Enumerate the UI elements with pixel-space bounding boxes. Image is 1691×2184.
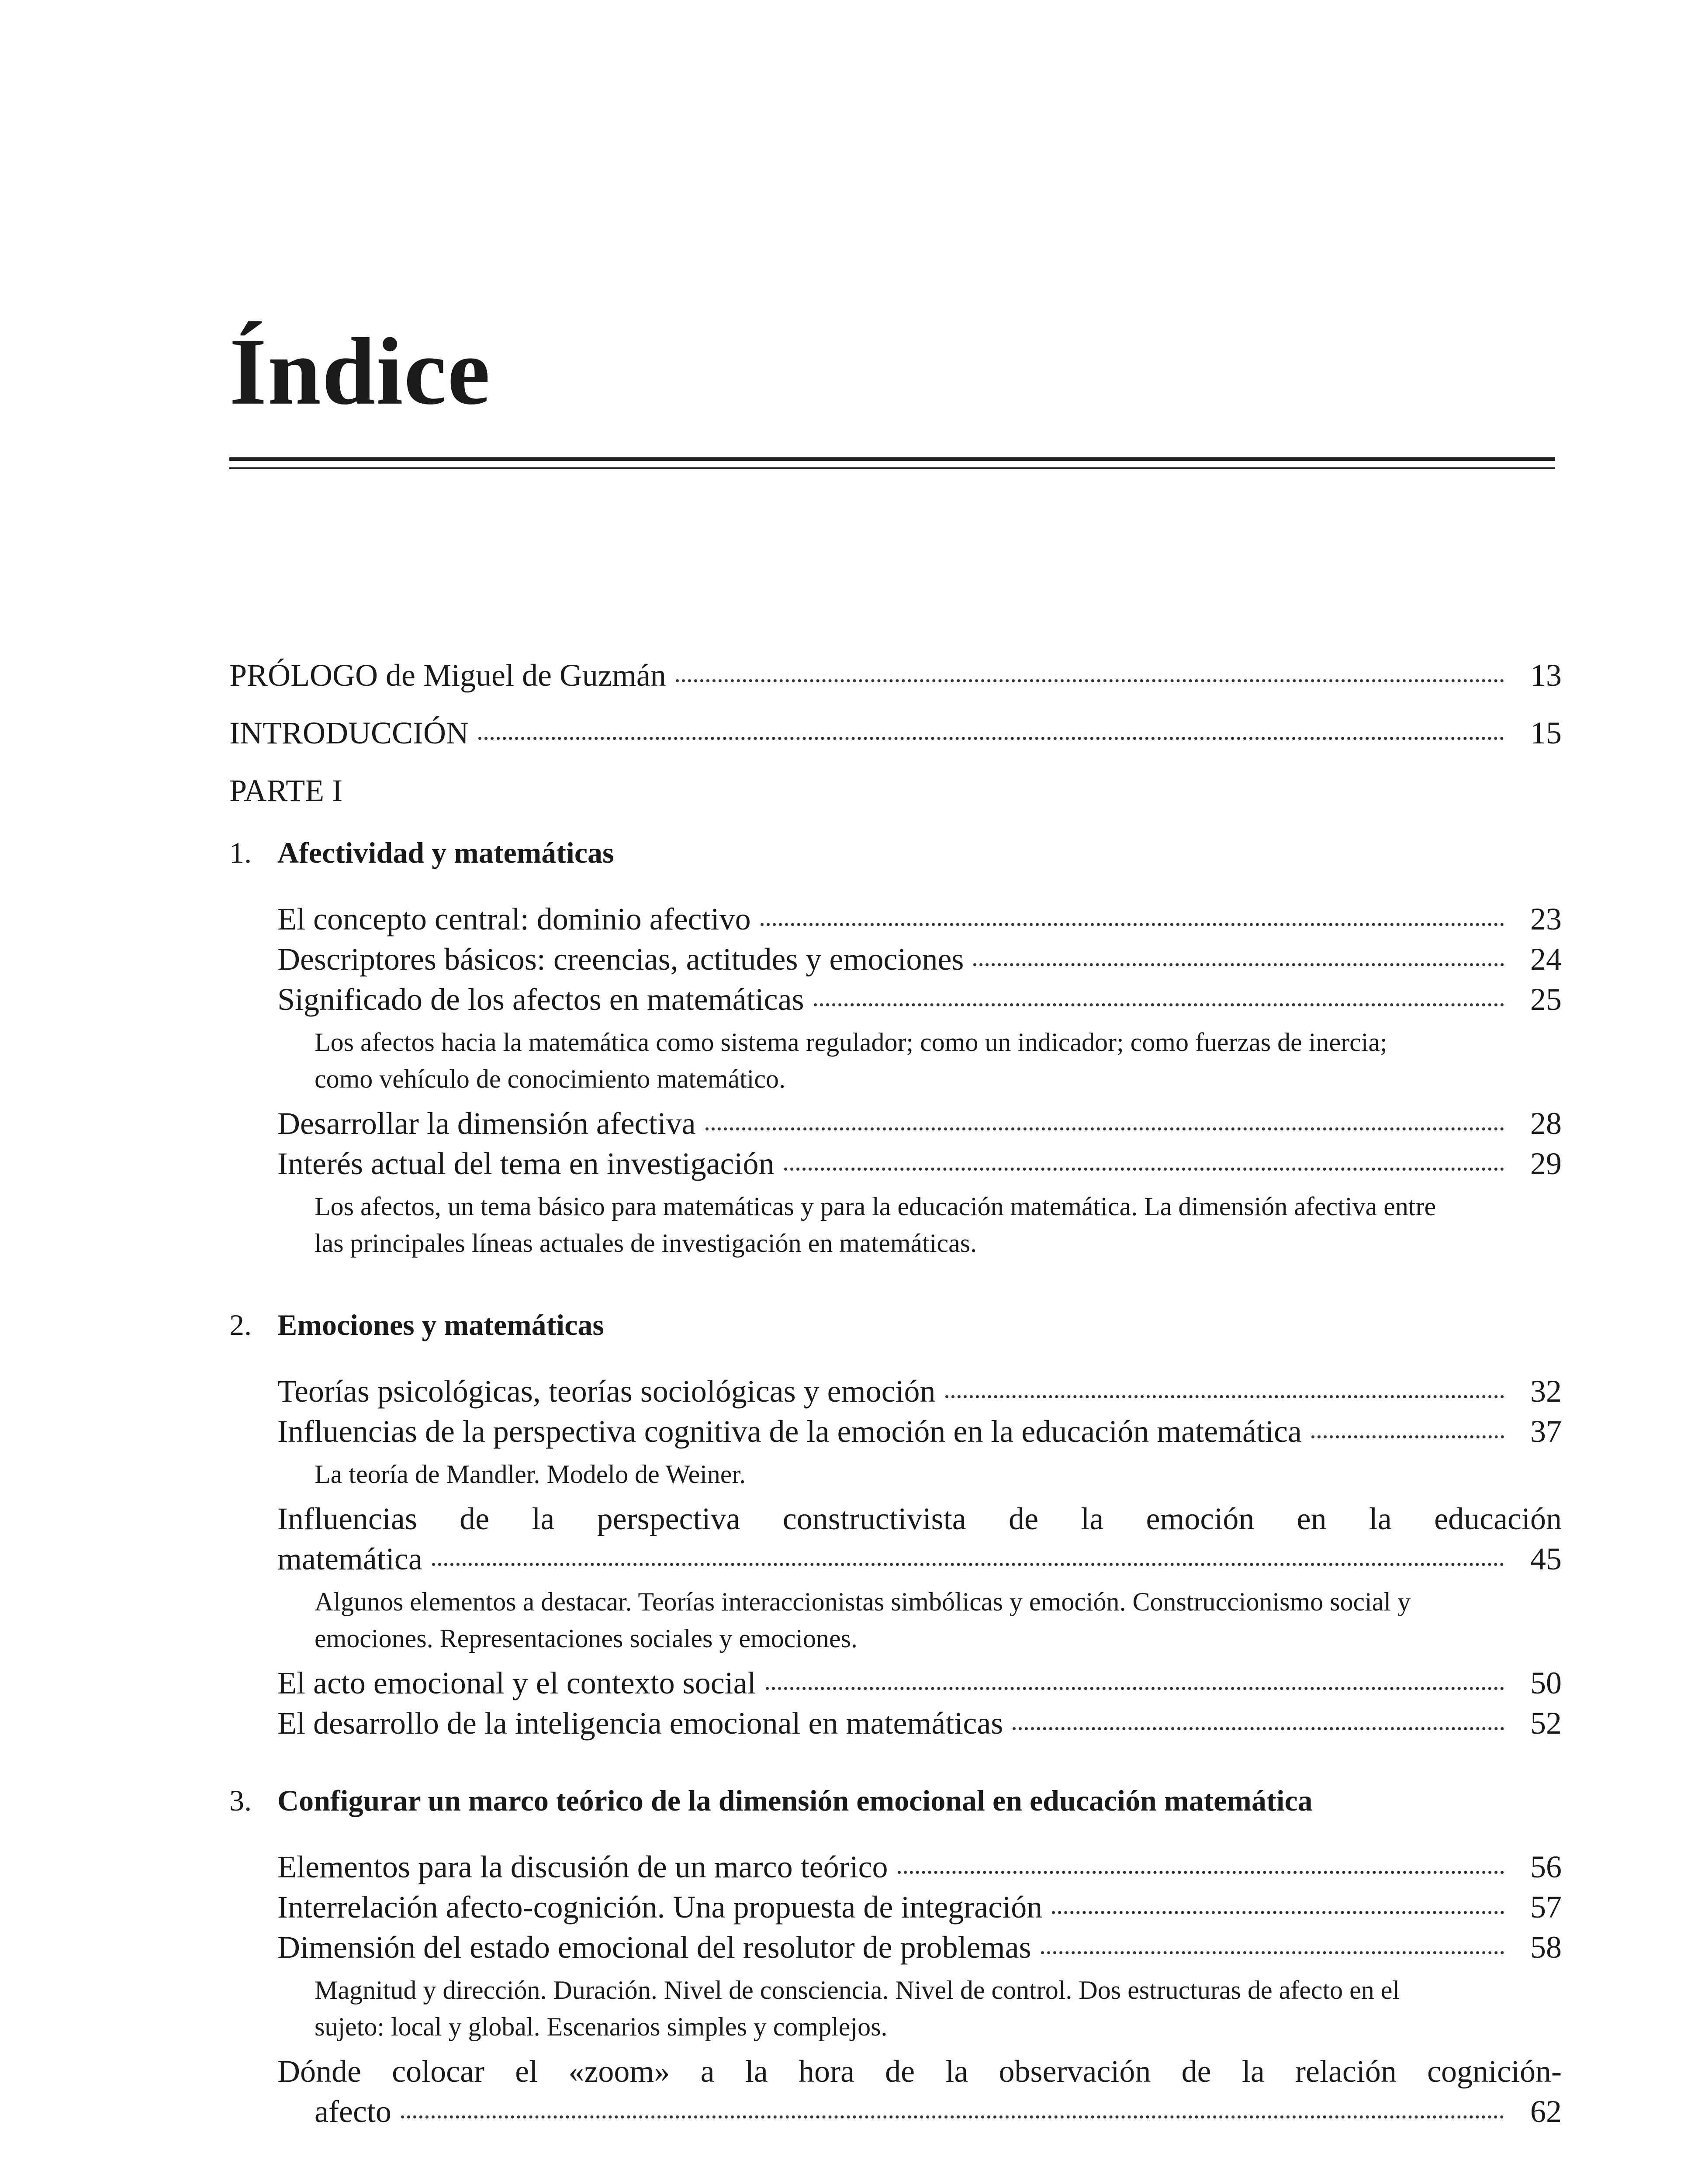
toc-entry-page: 58	[1530, 1930, 1562, 1965]
toc-entry[interactable]	[277, 1411, 1562, 1451]
toc-entry-page: 32	[1530, 1374, 1562, 1409]
dot-leader	[945, 1395, 1504, 1398]
chapter-title: Afectividad y matemáticas	[277, 836, 614, 869]
toc-entry[interactable]	[277, 939, 1562, 979]
dot-leader	[478, 737, 1504, 740]
toc-entry-label: Interrelación afecto-cognición. Una propuesta de integración	[277, 1890, 1043, 1925]
chapter-number: 3.	[229, 1784, 252, 1817]
toc-entry-page: 15	[1530, 715, 1562, 750]
toc-entry-label-line2: afecto	[315, 2094, 391, 2129]
toc-entry[interactable]	[277, 1927, 1562, 1967]
toc-entry-label: PRÓLOGO de Miguel de Guzmán	[229, 658, 666, 693]
toc-entry-page: 28	[1530, 1106, 1562, 1141]
toc-entry-label: Significado de los afectos en matemáticas	[277, 982, 804, 1017]
table-of-contents	[229, 655, 1562, 2132]
dot-leader	[761, 923, 1504, 926]
toc-entry-label-line1: Dónde colocar el «zoom» a la hora de la observación de la relación cognición-	[277, 2054, 1562, 2089]
toc-entry[interactable]	[277, 1663, 1562, 1703]
dot-leader	[784, 1168, 1504, 1171]
toc-entry[interactable]	[277, 899, 1562, 939]
toc-entry-label: Teorías psicológicas, teorías sociológicas y emoción	[277, 1374, 936, 1409]
toc-entry[interactable]	[277, 1847, 1562, 1887]
chapter-number: 2.	[229, 1308, 252, 1341]
part-heading: PARTE I	[229, 773, 343, 808]
toc-entry-label: Desarrollar la dimensión afectiva	[277, 1106, 696, 1141]
toc-entry-page: 50	[1530, 1666, 1562, 1700]
toc-entry-page: 37	[1530, 1414, 1562, 1449]
toc-entry-label-line2: matemática	[277, 1541, 422, 1576]
toc-entry[interactable]	[277, 1887, 1562, 1927]
chapter-title: Configurar un marco teórico de la dimensión emocional en educación matemática	[277, 1784, 1313, 1817]
toc-entry-label: El acto emocional y el contexto social	[277, 1666, 756, 1700]
toc-entry-page: 13	[1530, 658, 1562, 693]
chapter-number: 1.	[229, 836, 252, 869]
dot-leader	[973, 963, 1504, 966]
toc-entry-label: El concepto central: dominio afectivo	[277, 902, 751, 936]
toc-entry[interactable]	[229, 713, 1562, 753]
section-gap	[229, 1268, 1562, 1305]
toc-entry-label: Influencias de la perspectiva cognitiva de la emoción en la educación matemática	[277, 1414, 1302, 1449]
chapter-heading[interactable]	[229, 833, 1562, 873]
dot-leader	[1041, 1951, 1504, 1954]
toc-entry[interactable]	[277, 1103, 1562, 1144]
section-gap	[229, 1743, 1562, 1780]
toc-entry-label-line1: Influencias de la perspectiva constructivista de la emoción en la educación	[277, 1501, 1562, 1536]
dot-leader	[1013, 1727, 1504, 1730]
toc-entry[interactable]	[229, 655, 1562, 695]
toc-entry-page: 23	[1530, 902, 1562, 936]
entry-description: Algunos elementos a destacar. Teorías interaccionistas simbólicas y emoción. Construccionismo social y emociones. Representaciones sociales y emociones.	[315, 1587, 1411, 1653]
toc-entry-continuation	[315, 2091, 1562, 2132]
toc-entry-label: Interés actual del tema en investigación	[277, 1146, 775, 1181]
chapter-heading[interactable]	[229, 1780, 1562, 1821]
title-rule-thin	[229, 467, 1555, 469]
dot-leader	[1052, 1911, 1504, 1914]
toc-entry-page: 62	[1530, 2094, 1562, 2129]
toc-entry-page: 24	[1530, 942, 1562, 977]
toc-entry[interactable]	[277, 1703, 1562, 1743]
toc-entry-page: 57	[1530, 1890, 1562, 1925]
dot-leader	[766, 1687, 1504, 1690]
toc-entry-page: 29	[1530, 1146, 1562, 1181]
toc-entry-page: 52	[1530, 1706, 1562, 1741]
toc-entry-label: El desarrollo de la inteligencia emocional en matemáticas	[277, 1706, 1003, 1741]
dot-leader	[676, 679, 1504, 682]
toc-entry-label: INTRODUCCIÓN	[229, 715, 469, 750]
page-title: Índice	[229, 318, 491, 425]
title-rule-thick	[229, 457, 1555, 461]
toc-entry-wrapped[interactable]	[277, 2051, 1562, 2132]
toc-entry-label: Elementos para la discusión de un marco teórico	[277, 1849, 888, 1884]
toc-entry[interactable]	[277, 1371, 1562, 1411]
chapter-heading[interactable]	[229, 1305, 1562, 1345]
chapter-title: Emociones y matemáticas	[277, 1308, 604, 1341]
toc-entry[interactable]	[277, 1144, 1562, 1184]
toc-entry-page: 45	[1530, 1541, 1562, 1576]
toc-entry-label: Descriptores básicos: creencias, actitudes y emociones	[277, 942, 964, 977]
toc-entry-page: 56	[1530, 1849, 1562, 1884]
dot-leader	[814, 1003, 1504, 1006]
toc-entry-wrapped[interactable]	[277, 1499, 1562, 1579]
dot-leader	[432, 1563, 1504, 1566]
toc-entry-page: 25	[1530, 982, 1562, 1017]
dot-leader	[898, 1871, 1504, 1874]
entry-description: Los afectos hacia la matemática como sistema regulador; como un indicador; como fuerzas de inercia; como vehículo de conocimiento matemático.	[315, 1028, 1387, 1093]
dot-leader	[1311, 1435, 1504, 1438]
dot-leader	[705, 1127, 1504, 1130]
toc-entry-label: Dimensión del estado emocional del resolutor de problemas	[277, 1930, 1031, 1965]
toc-entry[interactable]	[277, 979, 1562, 1019]
entry-description: Magnitud y dirección. Duración. Nivel de consciencia. Nivel de control. Dos estructuras de afecto en el sujeto: local y global. Escenarios simples y complejos.	[315, 1976, 1400, 2041]
toc-entry-continuation	[277, 1539, 1562, 1579]
entry-description: Los afectos, un tema básico para matemáticas y para la educación matemática. La dimensión afectiva entre las principales líneas actuales de investigación en matemáticas.	[315, 1192, 1436, 1258]
dot-leader	[401, 2115, 1504, 2118]
entry-description: La teoría de Mandler. Modelo de Weiner.	[315, 1460, 746, 1489]
